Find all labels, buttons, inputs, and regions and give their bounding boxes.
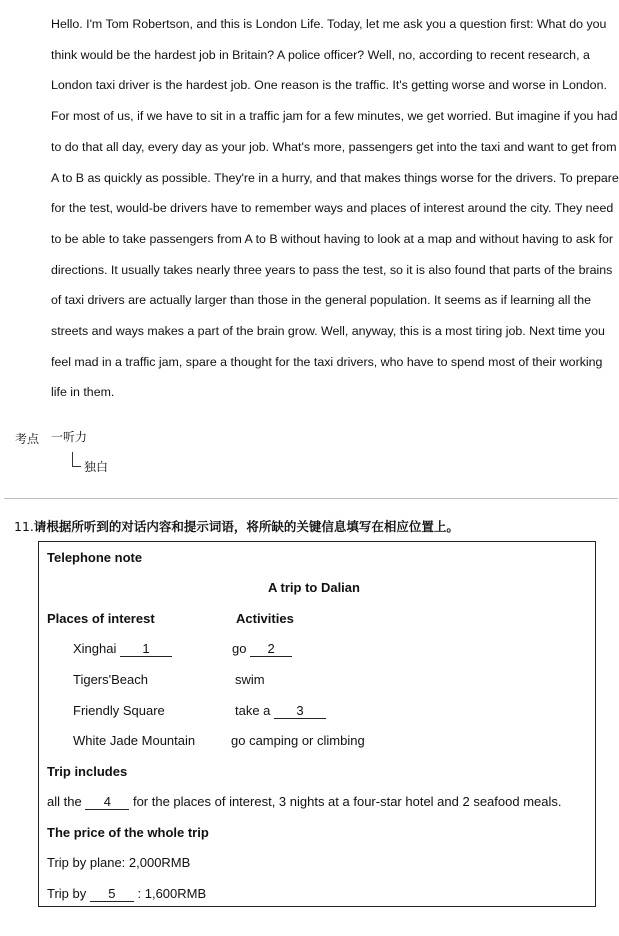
activity-row-3: [235, 703, 326, 719]
place-row-4: White Jade Mountain: [73, 733, 196, 748]
trip-includes-heading: Trip includes: [47, 764, 128, 779]
price-other-prefix: Trip by: [47, 886, 87, 901]
trip-includes-line: [47, 794, 561, 810]
price-heading: The price of the whole trip: [47, 825, 209, 840]
question-header: [14, 517, 459, 535]
activity-text: take a: [235, 703, 271, 718]
activity-row-2: swim: [235, 672, 265, 687]
place-row-2: Tigers'Beach: [73, 672, 148, 687]
transcript-paragraph: Hello. I'm Tom Robertson, and this is London Life. Today, let me ask you a question first: What do you think would be the hardest job in Britain? A police officer? Well, no, according to recent research, a London taxi driver is the hardest job. One reason is the traffic. It's getting worse and worse in London. For most of us, if we have to sit in a traffic jam for a few minutes, we get worried. But imagine if you had to do that all day, every day as your job. What's more, passengers get into the taxi and want to get from A to B as quickly as possible. They're in a hurry, and that makes things worse for the drivers. To prepare for the test, would-be drivers have to remember ways and places of interest around the city. They need to be able to take passengers from A to B without having to look at a map and without having to ask for directions. It usually takes nearly three years to pass the test, so it is also found that parts of the brains of taxi drivers are actually larger than those in the general population. It seems as if learning all the streets and ways makes a part of the brain grow. Well, anyway, this is a most tiring job. Next time you feel mad in a traffic jam, spare a thought for the taxi drivers, who have to spend most of their working life in them.: [51, 17, 619, 400]
answer-blank-5[interactable]: 5: [90, 887, 134, 902]
column-header-places: Places of interest: [47, 611, 155, 626]
question-number: 11.: [14, 519, 34, 534]
includes-prefix: all the: [47, 794, 82, 809]
note-heading: Telephone note: [47, 550, 143, 565]
note-title: A trip to Dalian: [268, 580, 360, 595]
activity-row-1: [232, 641, 292, 657]
activity-text: go: [232, 641, 247, 656]
includes-suffix: for the places of interest, 3 nights at a four-star hotel and 2 seafood meals.: [132, 794, 562, 809]
question-instruction: 请根据所听到的对话内容和提示词语，将所缺的关键信息填写在相应位置上。: [33, 519, 459, 534]
answer-blank-1[interactable]: 1: [120, 642, 172, 657]
place-row-3: Friendly Square: [73, 703, 165, 718]
activity-row-4: go camping or climbing: [231, 733, 365, 748]
tree-branch-line: [72, 452, 81, 467]
column-header-activities: Activities: [236, 611, 294, 626]
answer-blank-2[interactable]: 2: [250, 642, 292, 657]
kaodian-child: 独白: [84, 460, 109, 474]
place-name: Xinghai: [73, 641, 117, 656]
divider: [4, 498, 618, 499]
kaodian-parent: 一听力: [51, 430, 88, 444]
kaodian-label: 考点: [15, 432, 40, 446]
price-plane: Trip by plane: 2,000RMB: [47, 855, 191, 870]
answer-blank-4[interactable]: 4: [85, 795, 129, 810]
answer-blank-3[interactable]: 3: [274, 704, 326, 719]
price-other-suffix: : 1,600RMB: [137, 886, 207, 901]
telephone-note-box: [38, 541, 596, 907]
place-row-1: [73, 641, 172, 657]
price-other-line: [47, 886, 206, 902]
